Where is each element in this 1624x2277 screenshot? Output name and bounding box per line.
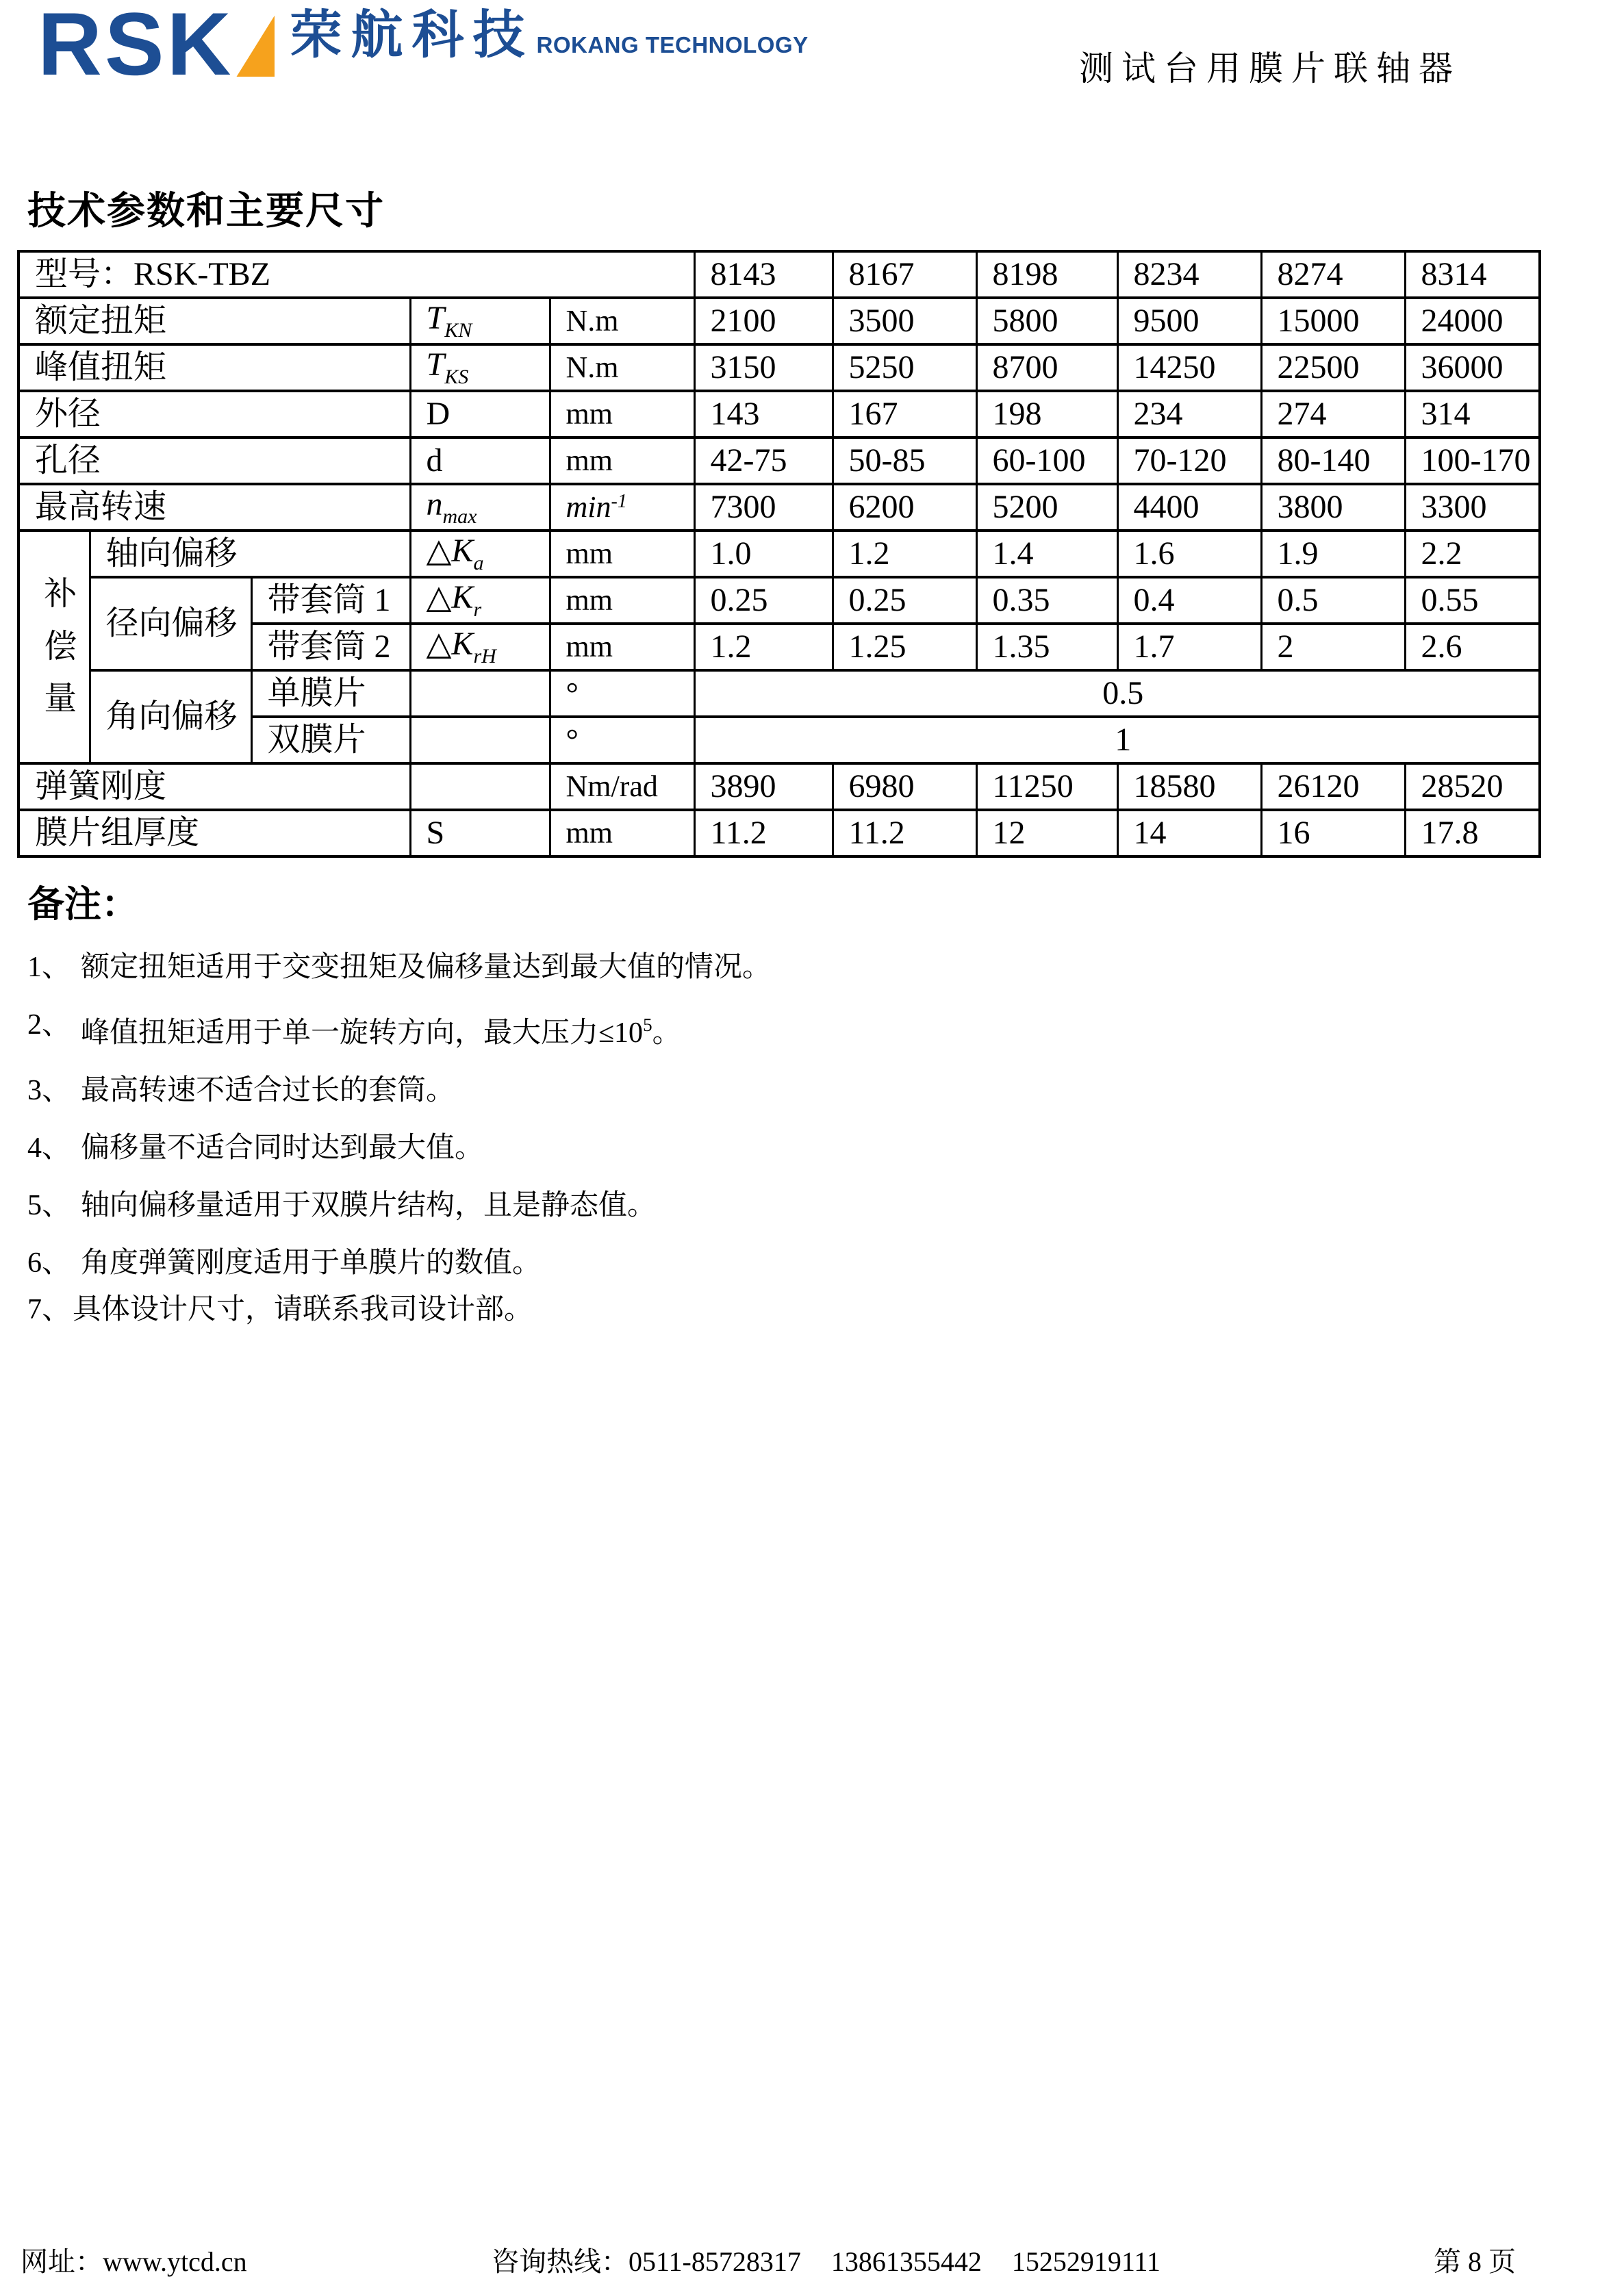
value-cell: 5250 xyxy=(833,344,976,391)
symbol-cell: D xyxy=(410,391,550,437)
value-cell: 7300 xyxy=(694,484,833,531)
hotline-label: 咨询热线： xyxy=(492,2246,629,2277)
row-angular-single xyxy=(18,670,1540,717)
value-cell: 1.4 xyxy=(976,531,1117,577)
value-cell: 8167 xyxy=(833,251,976,298)
symbol-cell: $n_{max}$ xyxy=(410,484,550,531)
row-bore-diameter xyxy=(18,437,1540,484)
value-cell: 3890 xyxy=(694,763,833,810)
value-cell: 1.0 xyxy=(694,531,833,577)
value-cell: 1.25 xyxy=(833,624,976,670)
row-label: 弹簧刚度 xyxy=(18,763,410,810)
value-cell: 2 xyxy=(1261,624,1405,670)
row-label: 轴向偏移 xyxy=(90,531,410,577)
value-cell: 2100 xyxy=(694,298,833,344)
value-cell: 3800 xyxy=(1261,484,1405,531)
note-item-3 xyxy=(27,1075,1465,1106)
phone-number: 0511-85728317 xyxy=(629,2246,801,2277)
value-cell: 314 xyxy=(1405,391,1540,437)
value-cell: 12 xyxy=(976,810,1117,856)
unit-cell: mm xyxy=(550,531,694,577)
value-cell: 1.2 xyxy=(833,531,976,577)
unit-cell: mm xyxy=(550,810,694,856)
value-cell: 1.9 xyxy=(1261,531,1405,577)
note-text: 最高转速不适合过长的套筒。 xyxy=(81,1075,455,1106)
notes-list xyxy=(27,952,1465,1351)
value-cell: 26120 xyxy=(1261,763,1405,810)
value-cell: 14250 xyxy=(1117,344,1261,391)
value-cell: 8274 xyxy=(1261,251,1405,298)
value-cell: 60-100 xyxy=(976,437,1117,484)
document-title: 测试台用膜片联轴器 xyxy=(1079,49,1461,88)
company-name-en: ROKANG TECHNOLOGY xyxy=(536,32,809,58)
phone-number: 13861355442 xyxy=(830,2246,982,2277)
notes-title: 备注： xyxy=(27,884,138,925)
unit-cell: mm xyxy=(550,391,694,437)
note-number: 4、 xyxy=(27,1132,71,1164)
row-axial-offset xyxy=(18,531,1540,577)
logo-rsk-text: RSK xyxy=(38,0,234,94)
unit-cell: mm xyxy=(550,437,694,484)
section-title: 技术参数和主要尺寸 xyxy=(27,190,385,233)
value-cell: 0.4 xyxy=(1117,577,1261,624)
value-cell: 14 xyxy=(1117,810,1261,856)
value-cell: 0.55 xyxy=(1405,577,1540,624)
merged-value-cell: 1 xyxy=(694,717,1540,763)
value-cell: 16 xyxy=(1261,810,1405,856)
row-label: 带套筒 1 xyxy=(251,577,410,624)
company-logo xyxy=(38,0,809,94)
value-cell: 1.7 xyxy=(1117,624,1261,670)
unit-cell: N.m xyxy=(550,344,694,391)
value-cell: 167 xyxy=(833,391,976,437)
value-cell: 24000 xyxy=(1405,298,1540,344)
note-number: 3、 xyxy=(27,1075,71,1106)
value-cell: 8198 xyxy=(976,251,1117,298)
symbol-cell: $T_{KS}$ xyxy=(410,344,550,391)
value-cell: 100-170 xyxy=(1405,437,1540,484)
symbol-cell: $\triangle K_a$ xyxy=(410,531,550,577)
value-cell: 8314 xyxy=(1405,251,1540,298)
value-cell: 9500 xyxy=(1117,298,1261,344)
note-item-6 xyxy=(27,1247,1465,1279)
symbol-cell: $\triangle K_r$ xyxy=(410,577,550,624)
note-text: 偏移量不适合同时达到最大值。 xyxy=(81,1132,484,1164)
page-number: 第 8 页 xyxy=(1434,2246,1516,2277)
hotline-text xyxy=(492,2240,1160,2277)
value-cell: 4400 xyxy=(1117,484,1261,531)
symbol-cell xyxy=(410,763,550,810)
angular-offset-label: 角向偏移 xyxy=(90,670,251,763)
row-label: 最高转速 xyxy=(18,484,410,531)
value-cell: 8700 xyxy=(976,344,1117,391)
note-text: 轴向偏移量适用于双膜片结构，且是静态值。 xyxy=(81,1190,657,1221)
phone-number: 15252919111 xyxy=(1011,2246,1160,2277)
logo-arrow-icon xyxy=(236,15,275,77)
value-cell: 198 xyxy=(976,391,1117,437)
value-cell: 36000 xyxy=(1405,344,1540,391)
row-spring-stiffness xyxy=(18,763,1540,810)
value-cell: 5800 xyxy=(976,298,1117,344)
value-cell: 80-140 xyxy=(1261,437,1405,484)
value-cell: 0.25 xyxy=(694,577,833,624)
value-cell: 143 xyxy=(694,391,833,437)
company-name-cn: 荣航科技 xyxy=(290,6,534,64)
value-cell: 42-75 xyxy=(694,437,833,484)
value-cell: 0.5 xyxy=(1261,577,1405,624)
website-text: 网址：www.ytcd.cn xyxy=(21,2246,247,2277)
value-cell: 0.25 xyxy=(833,577,976,624)
unit-cell: Nm/rad xyxy=(550,763,694,810)
compensation-group-cell xyxy=(18,531,90,763)
note-number: 2、 xyxy=(27,1009,71,1041)
note-number: 1、 xyxy=(27,952,71,983)
symbol-cell xyxy=(410,670,550,717)
unit-cell: ° xyxy=(550,717,694,763)
value-cell: 3300 xyxy=(1405,484,1540,531)
row-outer-diameter xyxy=(18,391,1540,437)
note-text: 角度弹簧刚度适用于单膜片的数值。 xyxy=(81,1247,542,1279)
row-label: 孔径 xyxy=(18,437,410,484)
note-number: 7、 xyxy=(27,1294,71,1325)
note-item-7 xyxy=(27,1294,1465,1325)
model-label-cell: 型号：RSK-TBZ xyxy=(18,251,694,298)
row-label: 双膜片 xyxy=(251,717,410,763)
row-peak-torque xyxy=(18,344,1540,391)
value-cell: 2.6 xyxy=(1405,624,1540,670)
value-cell: 8143 xyxy=(694,251,833,298)
unit-cell: mm xyxy=(550,624,694,670)
value-cell: 50-85 xyxy=(833,437,976,484)
note-text: 额定扭矩适用于交变扭矩及偏移量达到最大值的情况。 xyxy=(81,952,772,983)
value-cell: 5200 xyxy=(976,484,1117,531)
row-label: 带套筒 2 xyxy=(251,624,410,670)
value-cell: 15000 xyxy=(1261,298,1405,344)
row-rated-torque xyxy=(18,298,1540,344)
value-cell: 22500 xyxy=(1261,344,1405,391)
unit-cell: ° xyxy=(550,670,694,717)
unit-cell: $\min^{-1}$ xyxy=(550,484,694,531)
row-label: 单膜片 xyxy=(251,670,410,717)
row-max-speed xyxy=(18,484,1540,531)
note-item-2 xyxy=(27,1009,1465,1049)
symbol-cell: $T_{KN}$ xyxy=(410,298,550,344)
note-item-1 xyxy=(27,952,1465,983)
value-cell: 17.8 xyxy=(1405,810,1540,856)
value-cell: 3500 xyxy=(833,298,976,344)
value-cell: 234 xyxy=(1117,391,1261,437)
note-number: 5、 xyxy=(27,1190,71,1221)
value-cell: 28520 xyxy=(1405,763,1540,810)
value-cell: 6200 xyxy=(833,484,976,531)
symbol-cell: S xyxy=(410,810,550,856)
value-cell: 11250 xyxy=(976,763,1117,810)
value-cell: 0.35 xyxy=(976,577,1117,624)
note-item-5 xyxy=(27,1190,1465,1221)
merged-value-cell: 0.5 xyxy=(694,670,1540,717)
symbol-cell xyxy=(410,717,550,763)
symbol-cell: $\triangle K_{rH}$ xyxy=(410,624,550,670)
row-label: 外径 xyxy=(18,391,410,437)
unit-cell: N.m xyxy=(550,298,694,344)
value-cell: 1.2 xyxy=(694,624,833,670)
value-cell: 274 xyxy=(1261,391,1405,437)
unit-cell: mm xyxy=(550,577,694,624)
value-cell: 11.2 xyxy=(833,810,976,856)
note-text: 具体设计尺寸，请联系我司设计部。 xyxy=(73,1294,533,1325)
value-cell: 1.6 xyxy=(1117,531,1261,577)
row-model xyxy=(18,251,1540,298)
note-item-4 xyxy=(27,1132,1465,1164)
value-cell: 6980 xyxy=(833,763,976,810)
value-cell: 70-120 xyxy=(1117,437,1261,484)
page-footer xyxy=(0,2240,1624,2277)
compensation-group-label: 补 偿 量 xyxy=(44,576,77,717)
value-cell: 11.2 xyxy=(694,810,833,856)
note-number: 6、 xyxy=(27,1247,71,1279)
value-cell: 2.2 xyxy=(1405,531,1540,577)
value-cell: 1.35 xyxy=(976,624,1117,670)
radial-offset-label: 径向偏移 xyxy=(90,577,251,670)
row-diaphragm-thickness xyxy=(18,810,1540,856)
value-cell: 18580 xyxy=(1117,763,1261,810)
row-radial-sleeve1 xyxy=(18,577,1540,624)
value-cell: 3150 xyxy=(694,344,833,391)
symbol-cell: d xyxy=(410,437,550,484)
spec-table xyxy=(17,250,1541,858)
row-label: 峰值扭矩 xyxy=(18,344,410,391)
logo-names xyxy=(290,6,809,64)
row-label: 额定扭矩 xyxy=(18,298,410,344)
row-label: 膜片组厚度 xyxy=(18,810,410,856)
value-cell: 8234 xyxy=(1117,251,1261,298)
note-text: 峰值扭矩适用于单一旋转方向，最大压力$\le 10^5$。 xyxy=(81,1015,681,1049)
